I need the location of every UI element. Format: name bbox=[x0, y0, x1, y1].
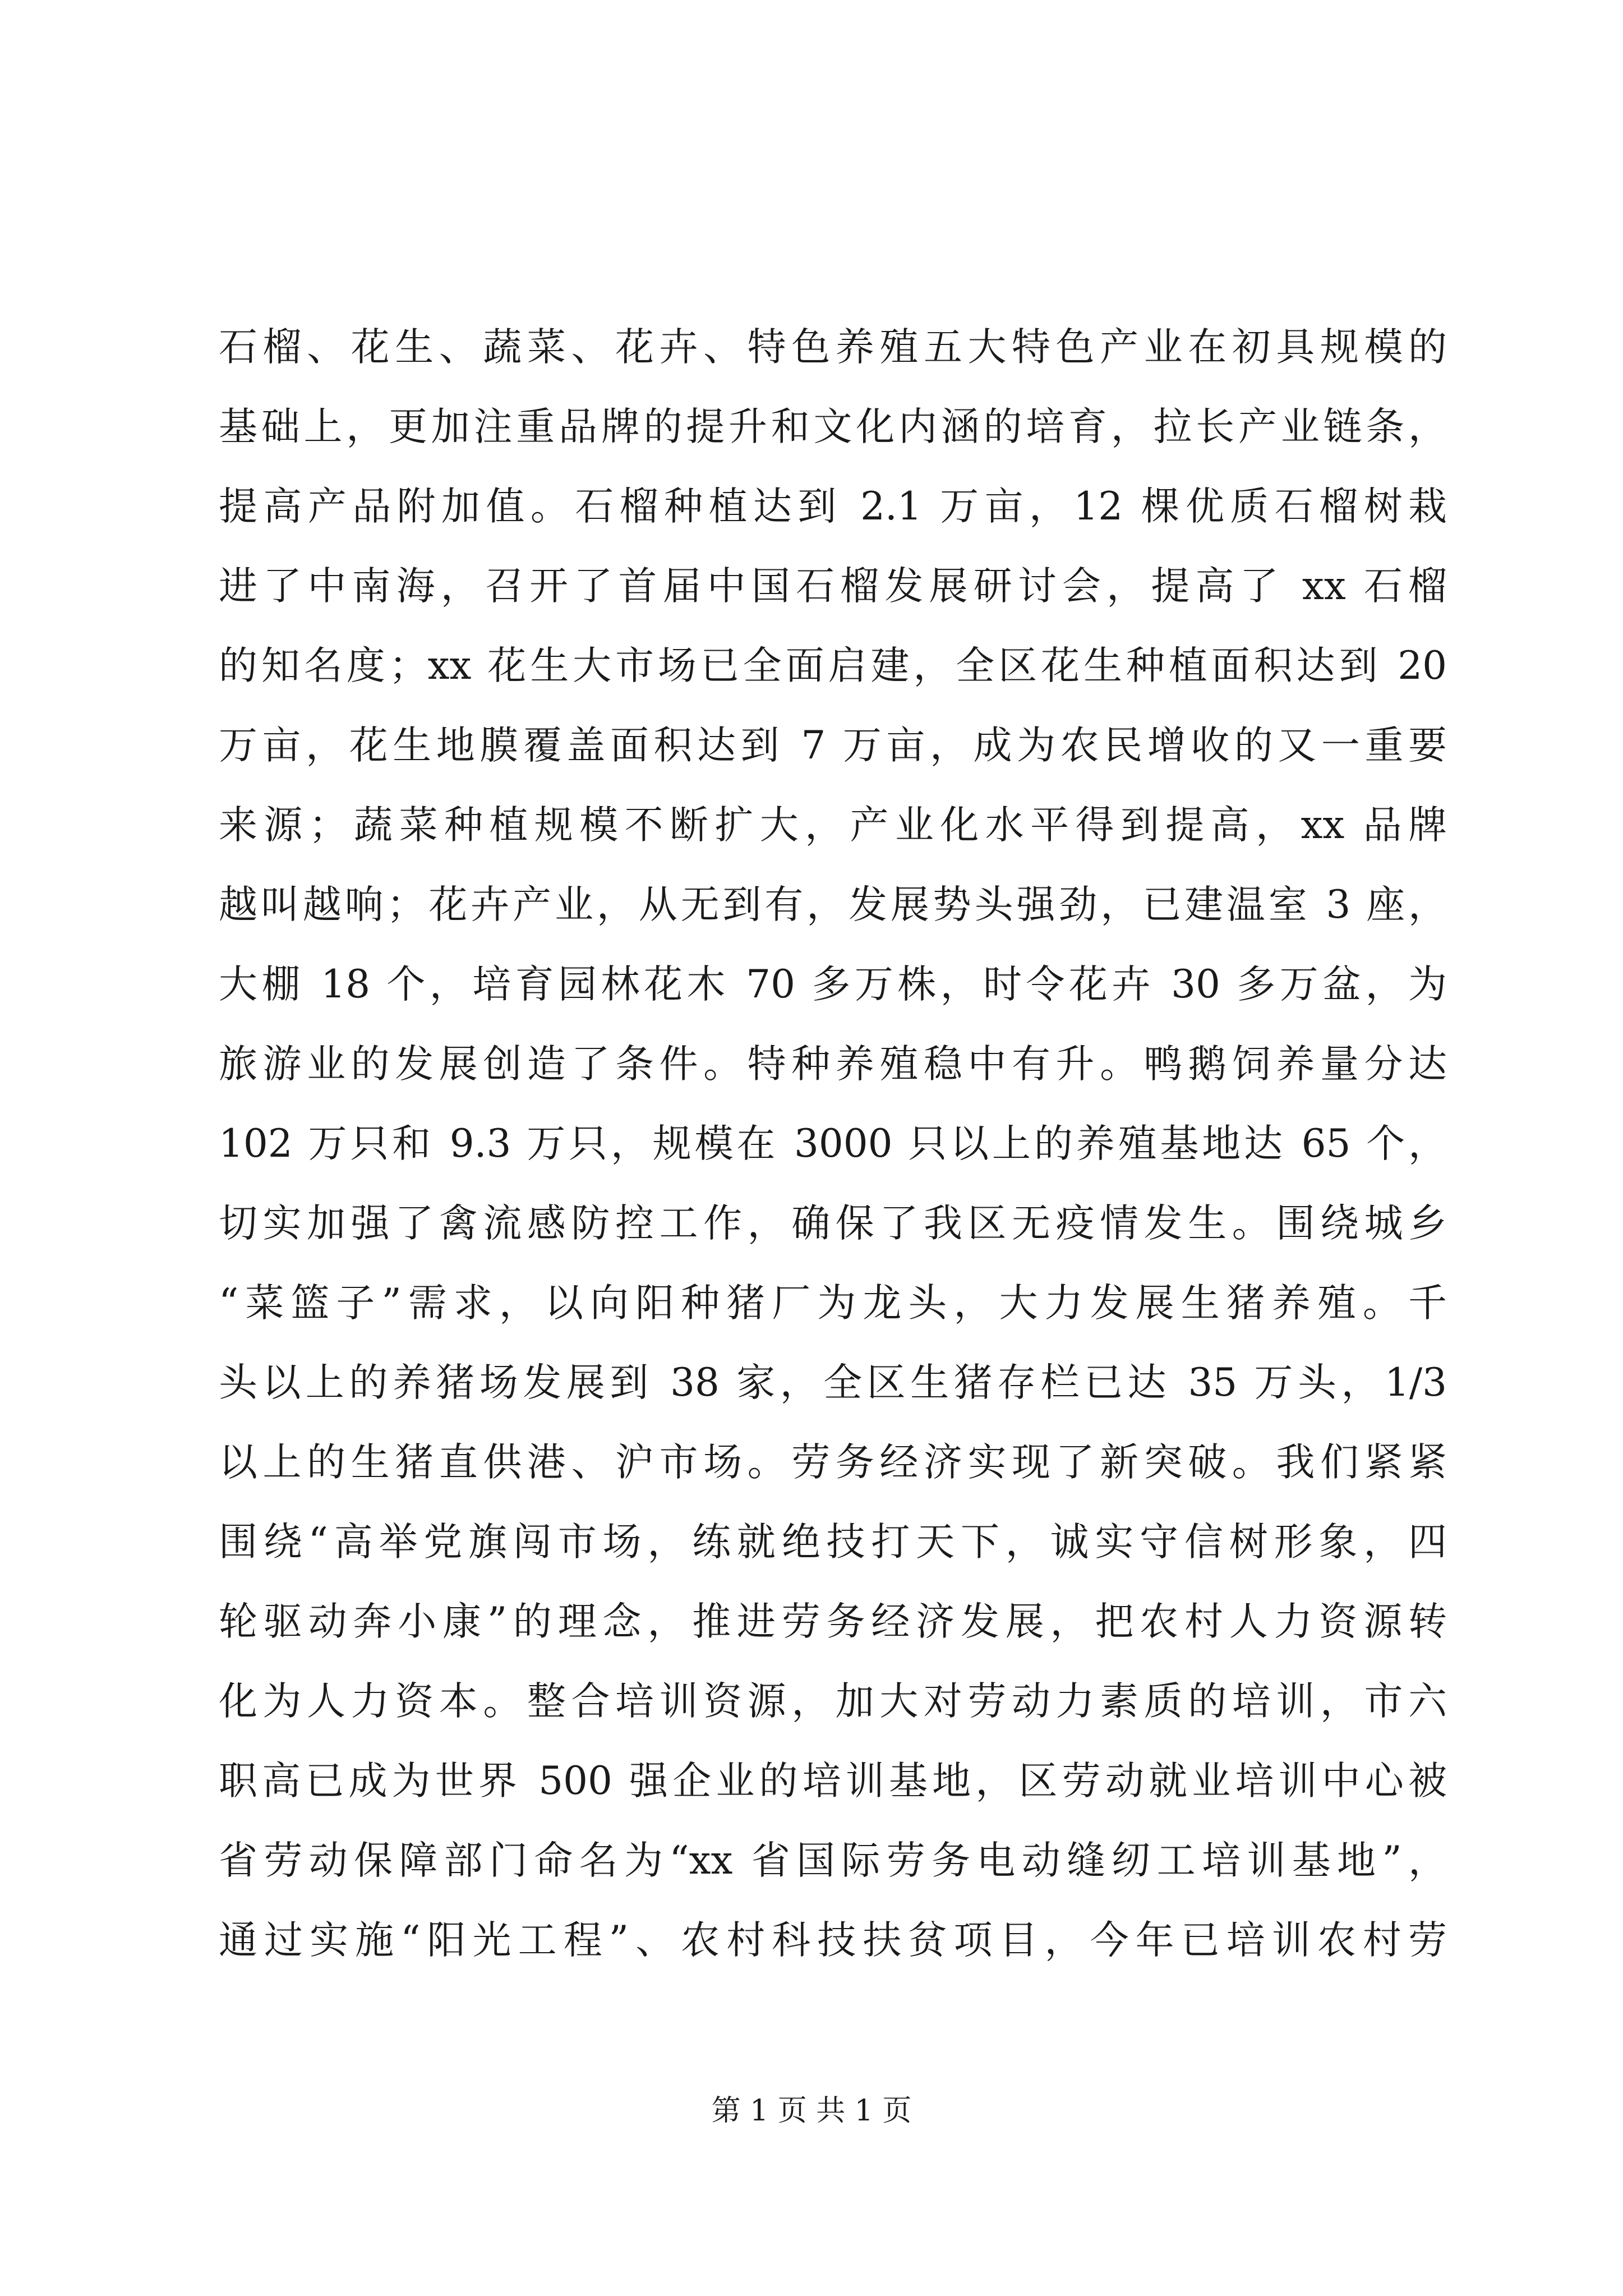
text-line: 提高产品附加值。石榴种植达到 2.1 万亩，12 棵优质石榴树栽 bbox=[219, 484, 1447, 529]
text-line: 职高已成为世界 500 强企业的培训基地，区劳动就业培训中心被 bbox=[219, 1759, 1447, 1803]
text-line: 的知名度；xx 花生大市场已全面启建，全区花生种植面积达到 20 bbox=[219, 643, 1447, 688]
text-line: “菜篮子”需求，以向阳种猪厂为龙头，大力发展生猪养殖。千 bbox=[219, 1281, 1447, 1326]
body-paragraph bbox=[219, 307, 1447, 1980]
page-number-footer: 第 1 页 共 1 页 bbox=[711, 2094, 912, 2128]
text-line: 切实加强了禽流感防控工作，确保了我区无疫情发生。围绕城乡 bbox=[219, 1201, 1447, 1246]
text-line: 进了中南海，召开了首届中国石榴发展研讨会，提高了 xx 石榴 bbox=[219, 564, 1447, 609]
text-line: 大棚 18 个，培育园林花木 70 多万株，时令花卉 30 多万盆，为 bbox=[219, 962, 1447, 1007]
text-line: 万亩，花生地膜覆盖面积达到 7 万亩，成为农民增收的又一重要 bbox=[219, 723, 1447, 768]
text-line: 头以上的养猪场发展到 38 家，全区生猪存栏已达 35 万头，1/3 bbox=[219, 1360, 1447, 1405]
text-line: 基础上，更加注重品牌的提升和文化内涵的培育，拉长产业链条， bbox=[219, 404, 1447, 449]
text-line: 旅游业的发展创造了条件。特种养殖稳中有升。鸭鹅饲养量分达 bbox=[219, 1042, 1447, 1087]
text-line: 越叫越响；花卉产业，从无到有，发展势头强劲，已建温室 3 座， bbox=[219, 882, 1447, 927]
text-line: 以上的生猪直供港、沪市场。劳务经济实现了新突破。我们紧紧 bbox=[219, 1440, 1447, 1485]
text-line: 围绕“高举党旗闯市场，练就绝技打天下，诚实守信树形象，四 bbox=[219, 1520, 1447, 1565]
text-line: 通过实施“阳光工程”、农村科技扶贫项目，今年已培训农村劳 bbox=[219, 1918, 1447, 1963]
text-line: 轮驱动奔小康”的理念，推进劳务经济发展，把农村人力资源转 bbox=[219, 1599, 1447, 1644]
text-line: 省劳动保障部门命名为“xx 省国际劳务电动缝纫工培训基地”， bbox=[219, 1838, 1447, 1883]
text-line: 石榴、花生、蔬菜、花卉、特色养殖五大特色产业在初具规模的 bbox=[219, 325, 1447, 370]
text-line: 化为人力资本。整合培训资源，加大对劳动力素质的培训，市六 bbox=[219, 1679, 1447, 1724]
text-line: 102 万只和 9.3 万只，规模在 3000 只以上的养殖基地达 65 个， bbox=[219, 1121, 1447, 1166]
text-line: 来源；蔬菜种植规模不断扩大，产业化水平得到提高，xx 品牌 bbox=[219, 803, 1447, 848]
